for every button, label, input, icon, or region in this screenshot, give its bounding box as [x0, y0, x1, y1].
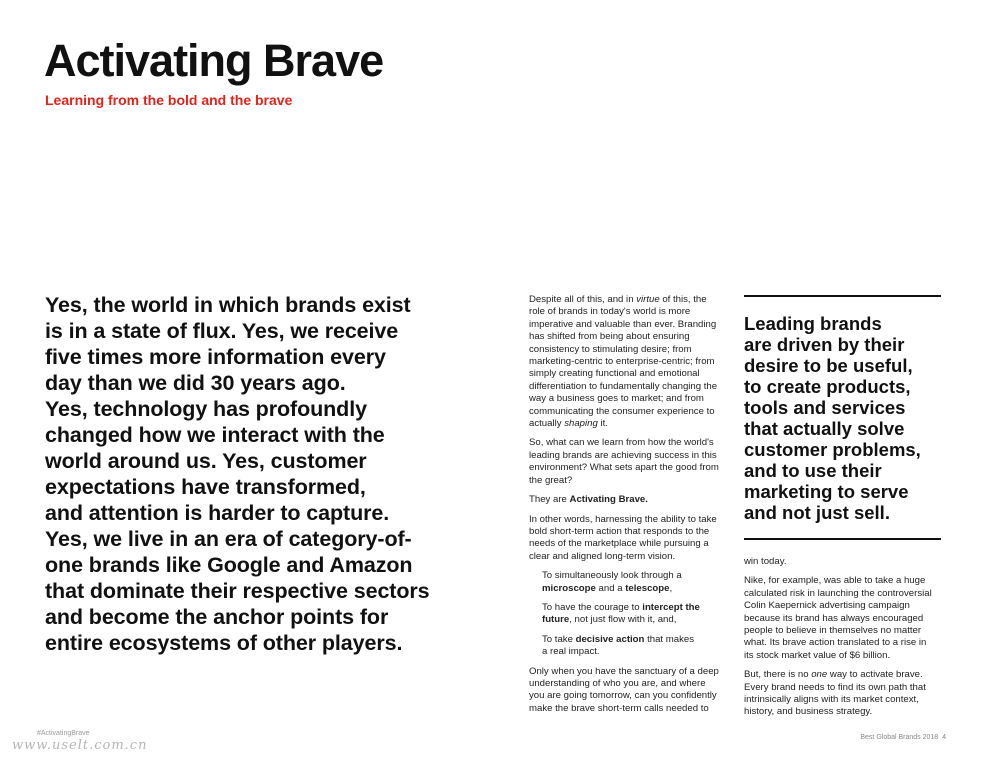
lead-line: changed how we interact with the: [45, 423, 385, 447]
right-column: [744, 556, 944, 726]
watermark: www.uselt.com.cn: [12, 738, 148, 753]
lead-line: and become the anchor points for: [45, 605, 389, 629]
lead-line: is in a state of flux. Yes, we receive: [45, 319, 399, 343]
lead-line: entire ecosystems of other players.: [45, 631, 403, 655]
paragraph-no-one-way: But, there is no one way to activate brave. Every brand needs to find its own path that intrinsically aligns with its market context, history, and business strategy.: [744, 669, 926, 718]
middle-column: [529, 294, 729, 722]
pull-quote-rule-top: [744, 295, 941, 297]
lead-statement: [45, 292, 485, 656]
paragraph-nike-example: Nike, for example, was able to take a huge calculated risk in launching the controversial Colin Kaepernick advertising campaign because its brand has always encouraged people to believe in themselves no matter what. Its brave action translated to a rise in its stock market value of $6 billion.: [744, 575, 932, 661]
footer-page-number: 4: [942, 734, 946, 741]
paragraph-role-of-brands: Despite all of this, and in virtue of this, the role of brands in today's world is more imperative and valuable than ever. Branding has shifted from being about ensuring consistency to stimulating desire; from marketing-centric to enterprise-centric; from simply creating functional and emotional differentiation to fundamentally changing the way a business goes to market; and from communicating the consumer experience to actually shaping it.: [529, 294, 718, 430]
lead-line: expectations have transformed,: [45, 475, 366, 499]
paragraph-sanctuary: Only when you have the sanctuary of a deep understanding of who you are, and where you are going tomorrow, can you confidently make the brave short-term calls needed to: [529, 665, 719, 714]
lead-line: Yes, the world in which brands exist: [45, 293, 411, 317]
lead-line: that dominate their respective sectors: [45, 579, 430, 603]
pull-quote: Leading brands are driven by their desire to be useful, to create products, tools and services that actually solve customer problems, and to use their marketing to serve and not just sell.: [744, 313, 921, 523]
lead-line: world around us. Yes, customer: [45, 449, 367, 473]
point-microscope-telescope: To simultaneously look through a microscope and a telescope,: [542, 570, 682, 594]
lead-line: day than we did 30 years ago.: [45, 371, 346, 395]
footer-hashtag: #ActivatingBrave: [37, 730, 90, 737]
lead-line: and attention is harder to capture.: [45, 501, 390, 525]
footer-report-name: Best Global Brands 2018: [860, 734, 939, 741]
paragraph-win-today: win today.: [744, 556, 787, 567]
paragraph-activating-brave: They are Activating Brave.: [529, 494, 648, 506]
point-decisive-action: To take decisive action that makes a real impact.: [542, 633, 694, 658]
paragraph-question: So, what can we learn from how the world's leading brands are achieving success in this environment? What sets apart the good from the great?: [529, 437, 719, 486]
lead-line: one brands like Google and Amazon: [45, 553, 413, 577]
paragraph-in-other-words: In other words, harnessing the ability to take bold short-term action that responds to the needs of the marketplace while pursuing a clear and aligned long-term vision.: [529, 513, 717, 562]
lead-line: Yes, technology has profoundly: [45, 397, 367, 421]
point-intercept-future: To have the courage to intercept the future, not just flow with it, and,: [542, 601, 700, 626]
pull-quote-rule-bottom: [744, 538, 941, 540]
page-title: Activating Brave: [44, 35, 384, 86]
page-subtitle: Learning from the bold and the brave: [45, 92, 293, 108]
lead-line: five times more information every: [45, 345, 386, 369]
footer-page-info: [860, 734, 946, 741]
lead-line: Yes, we live in an era of category-of-: [45, 527, 412, 551]
